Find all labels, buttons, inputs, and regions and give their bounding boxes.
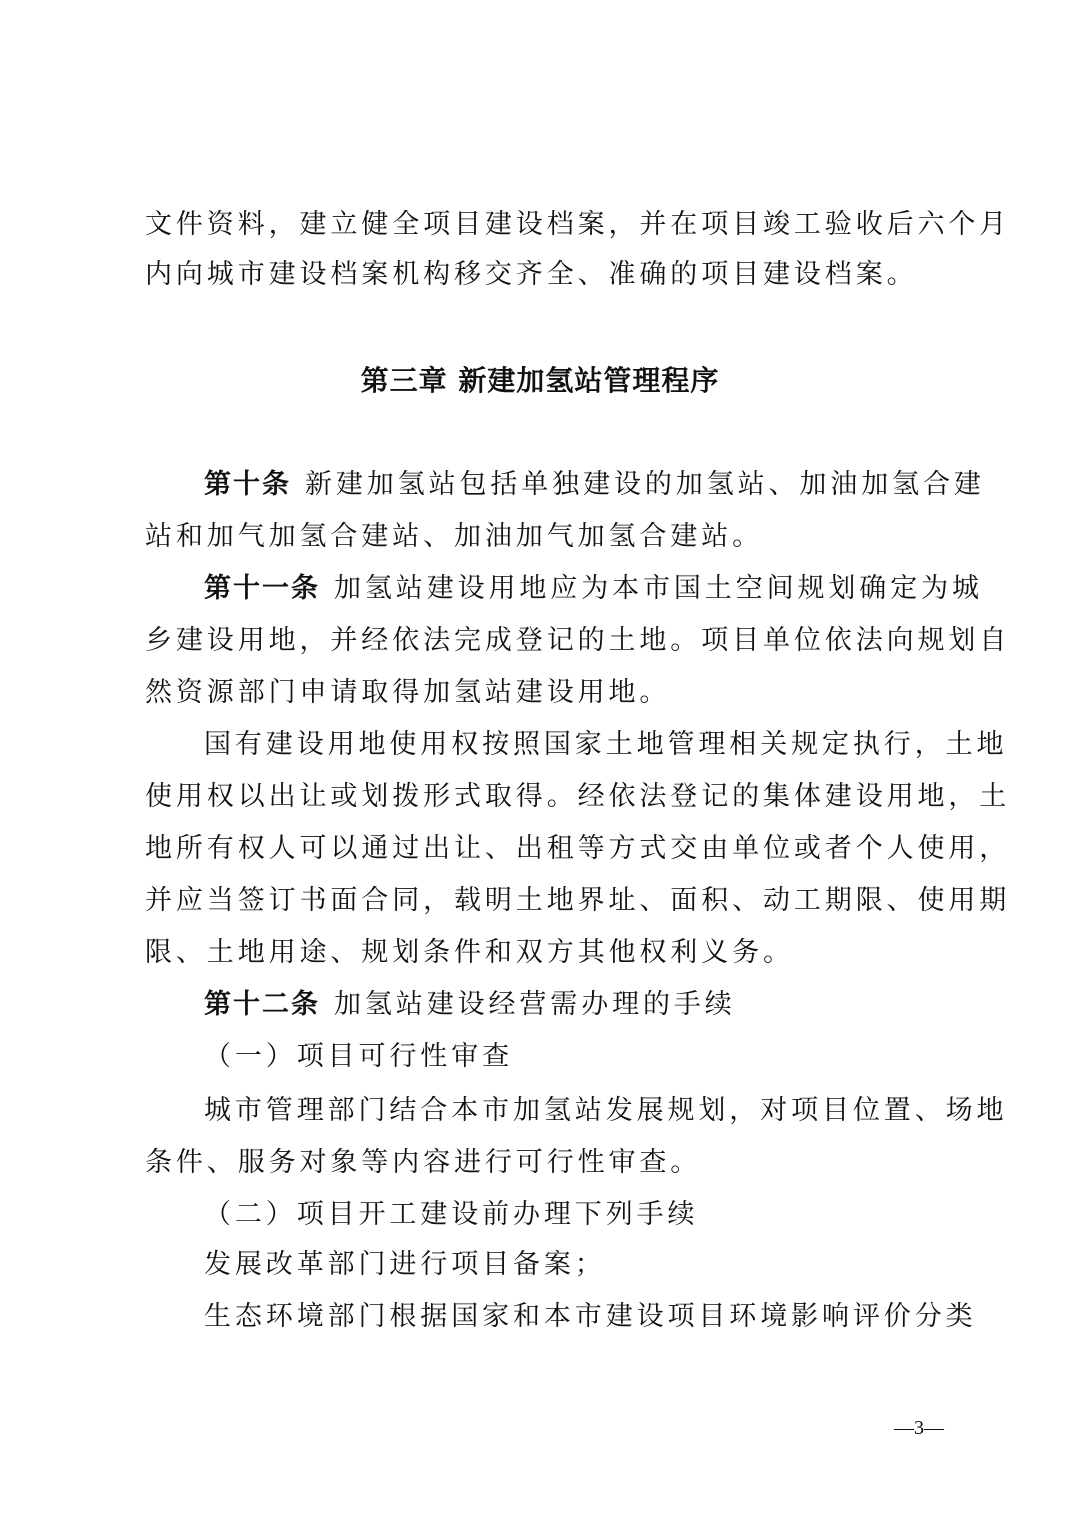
body-line: 并应当签订书面合同，载明土地界址、面积、动工期限、使用期	[145, 885, 1011, 916]
body-line: 站和加气加氢合建站、加油加气加氢合建站。	[145, 521, 763, 552]
body-line: 使用权以出让或划拨形式取得。经依法登记的集体建设用地，土	[145, 781, 1011, 812]
body-line: 文件资料，建立健全项目建设档案，并在项目竣工验收后六个月	[145, 209, 1011, 240]
body-line: 国有建设用地使用权按照国家土地管理相关规定执行，土地	[204, 729, 1008, 760]
body-line: 内向城市建设档案机构移交齐全、准确的项目建设档案。	[145, 259, 918, 290]
body-line: 地所有权人可以通过出让、出租等方式交由单位或者个人使用，	[145, 833, 1011, 864]
body-line: 然资源部门申请取得加氢站建设用地。	[145, 677, 671, 708]
article-11-line	[204, 572, 983, 606]
body-line: 发展改革部门进行项目备案；	[204, 1249, 606, 1280]
article-10-label: 第十条	[204, 469, 291, 500]
chapter-heading: 第三章 新建加氢站管理程序	[360, 364, 720, 397]
body-line: 条件、服务对象等内容进行可行性审查。	[145, 1147, 702, 1178]
body-line: 限、土地用途、规划条件和双方其他权利义务。	[145, 937, 794, 968]
article-10-text: 新建加氢站包括单独建设的加氢站、加油加氢合建	[305, 469, 985, 500]
article-12-label: 第十二条	[204, 989, 320, 1020]
article-11-label: 第十一条	[204, 573, 320, 604]
body-line: 乡建设用地，并经依法完成登记的土地。项目单位依法向规划自	[145, 625, 1011, 656]
item-1-heading: （一）项目可行性审查	[204, 1041, 513, 1072]
article-11-text: 加氢站建设用地应为本市国土空间规划确定为城	[334, 573, 983, 604]
article-12-text: 加氢站建设经营需办理的手续	[334, 989, 736, 1020]
article-12-line	[204, 988, 945, 1022]
article-10-line	[204, 468, 985, 502]
item-2-heading: （二）项目开工建设前办理下列手续	[204, 1199, 699, 1230]
body-line: 生态环境部门根据国家和本市建设项目环境影响评价分类	[204, 1301, 977, 1332]
page-number: —3—	[894, 1417, 944, 1439]
body-line: 城市管理部门结合本市加氢站发展规划，对项目位置、场地	[204, 1095, 1008, 1126]
